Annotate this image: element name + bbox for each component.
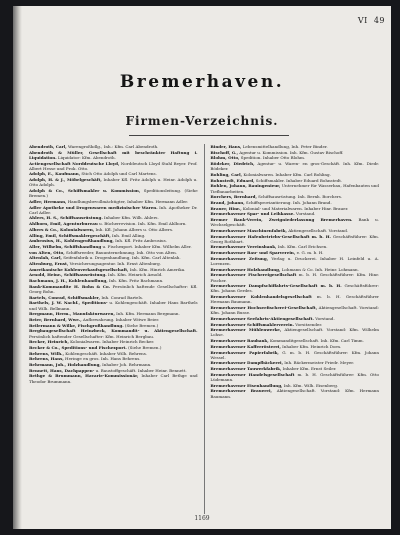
directory-entry: [210, 150, 379, 155]
entry-firm-name: Ambrosius, H., Kohlengroßhandlung,: [29, 238, 114, 244]
directory-entry: [29, 373, 198, 383]
entry-details: Vorsitzender.: [294, 321, 323, 327]
directory-page: [13, 6, 391, 529]
entry-details: m. b. H. Geschäftsführer: Kfm. Hinr. Fischer.: [210, 272, 379, 283]
directory-entry: [210, 272, 379, 282]
entry-firm-name: Bremerhavener Fischereigesellschaft: [210, 272, 297, 278]
entry-details: Inh. Bäckermeister Friedr. Meyer.: [283, 360, 355, 366]
entry-firm-name: Becker & Co., Speditions- und Fischexport.: [29, 344, 127, 350]
entry-firm-name: Becker, Heinrich,: [29, 339, 69, 345]
directory-entry: [210, 194, 379, 199]
entry-details: Inhaber Kfl. Fritz Adolph u. Heinr. Adolph u. Otto Adolph.: [29, 177, 198, 188]
directory-entry: [210, 366, 379, 371]
entry-firm-name: Bremerhavener Zeitung,: [210, 255, 269, 261]
directory-entry: [210, 228, 379, 233]
directory-columns: [29, 144, 379, 514]
entry-details: Inh. Emil Alling.: [110, 232, 146, 238]
entry-details: Schiffsmakler. Inhaber Eduard Bohnstedt.: [254, 177, 343, 183]
entry-firm-name: Bergmann, Herm., Manufakturwaren,: [29, 311, 115, 317]
entry-details: Inhaber Kfm. Ernst Seiler.: [281, 366, 337, 372]
entry-firm-name: Bremerhavener Mühlenwerke,: [210, 327, 282, 333]
directory-entry: [29, 144, 198, 149]
entry-details: (Siehe Bremen.): [126, 344, 162, 350]
entry-firm-name: Bachmann, J. H., Kohlenhandlung,: [29, 278, 108, 284]
directory-entry: [210, 344, 379, 349]
entry-firm-name: Bremerhavener Kohlenhandelsgesellschaft: [210, 294, 312, 300]
directory-entry: [210, 155, 379, 160]
entry-firm-name: Bremerhavener Baubank,: [210, 338, 269, 344]
entry-details: e. G. m. b. H.: [295, 250, 324, 256]
page-number: 49: [373, 16, 385, 25]
directory-entry: [29, 215, 198, 220]
directory-entry: [210, 283, 379, 293]
entry-details: Inhaber Joh. Behrmann.: [100, 362, 152, 368]
directory-entry: [210, 316, 379, 321]
entry-details: Inhaber Carl Bethge und Theodor Brummann.: [29, 373, 198, 384]
entry-firm-name: Brand, Johann,: [210, 199, 245, 205]
entry-details: Inh. Kfm. Wilh. Eisenberg.: [282, 382, 339, 388]
directory-entry: [29, 328, 198, 338]
entry-details: Inh. Kfm. Carl Erichsen.: [276, 244, 328, 250]
entry-firm-name: Abendroth & Müller, Gesellschaft mit beschränkter Haftung i. Liquidation.: [29, 149, 198, 160]
entry-firm-name: Ahlers, H. S., Schiffsausrüstung.: [29, 215, 103, 221]
entry-firm-name: Altenburg, Ernst,: [29, 261, 69, 267]
entry-details: Inh. Kfl. Johann Albers u. Otto Albers.: [94, 226, 174, 232]
entry-details: Norddeutsch Lloyd Stahl Beyer. Prof. Albert Hesse und Prok. Otto.: [29, 160, 198, 171]
directory-entry: [29, 356, 198, 361]
directory-entry: [210, 327, 379, 337]
entry-firm-name: Bremerhavener Vereinsbank,: [210, 244, 277, 250]
column-marker: VI: [357, 16, 368, 25]
entry-details: Aktiengesellschaft. Vorstand: Kfm. Hermann Baumann.: [210, 388, 379, 399]
entry-details: Aktiengesellschaft. Vorstand: Kfm. Johann Busse.: [210, 305, 379, 316]
directory-entry: [210, 178, 379, 183]
entry-details: Lebensmittelhandlung, Inh. Peter Binder.: [241, 144, 328, 149]
entry-firm-name: Beilermann & Wilke, Fischgroßhandlung.: [29, 322, 124, 328]
entry-details: Inh. Apotheker Dr. Carl Adler.: [29, 204, 198, 215]
entry-firm-name: Bohling, Carl,: [210, 171, 243, 177]
entry-firm-name: Bremerhavener Seefahrts-Aktiengesellschaft.: [210, 315, 314, 321]
entry-details: Inh. Kfm. Hermann Bergmann.: [114, 311, 180, 317]
directory-entry: [29, 261, 198, 266]
entry-details: Kommanditgesellschaft. Inh. Kfm. Carl Timm.: [268, 338, 364, 344]
entry-details: Liquidator: Kfm. Abendroth.: [56, 154, 116, 160]
entry-firm-name: Bremerhavener Bau- und Sparverein,: [210, 250, 296, 256]
directory-entry: [29, 317, 198, 322]
directory-entry: [29, 351, 198, 356]
entry-firm-name: Bremerhavener Eisenhandlung,: [210, 382, 283, 388]
entry-details: Kohlengeschäft. Inhaber Wilh. Behrens.: [64, 350, 148, 356]
entry-firm-name: Bremerhavener Spar- und Leihkasse.: [210, 211, 295, 217]
entry-details: G. m. b. H. Geschäftsführer: Kfm. Johann Wessel.: [210, 349, 379, 360]
directory-entry: [29, 300, 198, 310]
page-header: [333, 16, 385, 25]
directory-entry: [29, 255, 198, 260]
directory-entry: [210, 161, 379, 171]
entry-firm-name: Bohlen, Johann, Bauingenieur,: [210, 183, 281, 189]
entry-firm-name: Adolph & Co., Schiffsmakler u. Kommission,: [29, 187, 141, 193]
directory-entry: [210, 144, 379, 149]
entry-details: Vorstand.: [294, 211, 316, 217]
directory-entry: [29, 199, 198, 204]
entry-details: Schiffsproviantierung. Inh. Johann Brand.: [244, 199, 332, 205]
entry-details: (Siehe Bremen.): [123, 322, 159, 328]
entry-firm-name: Bremerhavener Handelsgesellschaft: [210, 371, 295, 377]
directory-entry: [29, 267, 198, 272]
directory-entry: [210, 217, 379, 227]
directory-entry: [210, 305, 379, 315]
directory-entry: [210, 372, 379, 382]
directory-entry: [29, 221, 198, 226]
entry-details: Aktiengesellschaft. Vorstand.: [286, 227, 349, 233]
entry-firm-name: Beier, Bernhard, Wwe.,: [29, 316, 82, 322]
entry-details: Kolonialwaren. Inhaber Kfm. Carl Bohling.: [242, 171, 331, 177]
entry-details: Inh. Conrad Bartels.: [100, 294, 144, 300]
directory-entry: [29, 345, 198, 350]
directory-entry: [29, 323, 198, 328]
entry-firm-name: Actiengesellschaft Norddeutsche Lloyd,: [29, 160, 120, 166]
section-title: Firmen-Verzeichnis.: [125, 114, 279, 128]
entry-details: Kolonial- und Materialwaren. Inhaber Hinr. Brauer.: [241, 205, 349, 211]
directory-entry: [29, 278, 198, 283]
directory-entry: [210, 206, 379, 211]
directory-entry: [29, 244, 198, 249]
entry-firm-name: Behrens, Wilh.,: [29, 350, 64, 356]
directory-entry: [29, 272, 198, 277]
entry-details: Warengroßhdlg., Inh.: Kfm. Carl Abendroth.: [66, 144, 159, 149]
entry-details: Inh. Kfm. Heinrich Arnold.: [106, 272, 163, 278]
directory-entry: [29, 284, 198, 294]
entry-firm-name: Altenlah, Carl,: [29, 255, 62, 261]
column-divider: [204, 144, 205, 514]
entry-details: Inh. Kfl. Fritz Ambrosius.: [113, 238, 167, 244]
entry-details: Heringe en gros. Inh. Hans Behrens.: [63, 356, 141, 362]
directory-entry: [210, 383, 379, 388]
entry-details: Seifenfabrik u. Drogenhandlung, Inh. Kfm. Carl Altenlah.: [61, 255, 181, 261]
entry-details: Aufbewahrung. Inhaber Witwe Beier.: [81, 316, 160, 322]
entry-details: Persönlich haftender Gesellschafter: Kfm. Heinrich Bergbau.: [29, 333, 155, 339]
entry-firm-name: Bremerhavener Papierfabrik,: [210, 349, 279, 355]
entry-firm-name: Bremerhavener Hochseefischerei-Gesellschaft,: [210, 305, 318, 311]
directory-entry: [29, 339, 198, 344]
entry-firm-name: Adler, Hermann,: [29, 198, 67, 204]
entry-details: Stich Otto Adolph und Carl Martens.: [80, 171, 157, 177]
entry-firm-name: Aller, Wilhelm, Schiffshandlung: [29, 243, 102, 249]
directory-entry: [210, 172, 379, 177]
entry-firm-name: Albers & Co., Kolonialwaren,: [29, 226, 95, 232]
entry-firm-name: Bremerhavener Dampfbäckerei,: [210, 360, 283, 366]
entry-firm-name: Brauer, Hinr.,: [210, 205, 242, 211]
entry-details: u. Kohlengeschäft. Inhaber Hans Barthels und Wilh. Bellmann.: [29, 300, 198, 311]
directory-entry: [210, 200, 379, 205]
directory-entry: [210, 322, 379, 327]
entry-firm-name: Behrens, Hans,: [29, 356, 64, 362]
entry-details: Kolonialwaren. Inhaber Heinrich Becker.: [68, 339, 155, 345]
entry-details: Bank u. Wechselgeschäft.: [210, 217, 379, 228]
entry-details: Inhaber Kfm. Heinrich Dorn.: [280, 343, 342, 349]
entry-details: m. b. H. Geschäftsführer: Kfm. Otto Lüdemann.: [210, 371, 379, 382]
entry-details: Verlag u. Druckerei. Inhaber H. Leinfeld u. A. Lorenzen.: [210, 255, 379, 267]
entry-firm-name: Bremerhavener Tauwerkfabrik,: [210, 366, 282, 372]
directory-entry: [29, 295, 198, 300]
entry-details: Geschäftsführer: Kfm. Johann Gerdes.: [210, 283, 379, 294]
entry-firm-name: Behrmann, Joh., Holzhandlung,: [29, 362, 101, 368]
directory-entry: [210, 350, 379, 360]
entry-firm-name: Bremerhavener Holzhandlung,: [210, 266, 281, 272]
entry-firm-name: Adler Apotheke und Drogenwaren medizinischer Waren.: [29, 204, 158, 210]
directory-entry: [210, 244, 379, 249]
entry-details: u. Bücherrevision. Inh. Kfm. Emil Ahlborn.: [97, 221, 187, 227]
entry-firm-name: Bremerhavener Dampfschiffahrts-Gesellschaft m. b. H.: [210, 283, 342, 289]
directory-entry: [29, 150, 198, 160]
entry-firm-name: Bennett, Hans, Dachpappen-: [29, 367, 95, 373]
entry-firm-name: Bremerhavener Kaffeerösterei,: [210, 343, 281, 349]
entry-firm-name: Ahlborn, Emil, Agenturbureau: [29, 221, 98, 227]
entry-firm-name: Bank-Kommandite H. Bohn & Co.: [29, 283, 111, 289]
directory-entry: [210, 183, 379, 193]
entry-firm-name: Bödeker, Diedrich,: [210, 161, 255, 167]
entry-details: Agentur u. Kommission. Inh. Kfm. Gustav Bischoff.: [238, 149, 344, 155]
directory-entry: [29, 161, 198, 171]
entry-firm-name: Binder, Hans,: [210, 144, 242, 149]
directory-entry: [210, 211, 379, 216]
entry-firm-name: Abendroth, Carl,: [29, 144, 67, 149]
entry-details: Agentur- u. Waren- en gros-Geschäft. Inh. Kfm. Diedr. Bödeker.: [210, 161, 379, 172]
directory-entry: [29, 368, 198, 373]
entry-details: m. b. H. Geschäftsführer Hermann Baumann.: [210, 294, 379, 305]
directory-entry: [29, 233, 198, 238]
entry-details: Versicherungsagentur. Inh. Ernst Altenburg.: [68, 261, 161, 267]
entry-details: Vorstand.: [313, 315, 335, 321]
directory-entry: [210, 388, 379, 398]
directory-entry: [210, 234, 379, 244]
directory-entry: [210, 294, 379, 304]
entry-details: Unternehmer für Wasserbau, Hafenbauten und Tiefbauarbeiten.: [210, 183, 379, 194]
entry-firm-name: Bohnstedt, Eduard,: [210, 177, 255, 183]
left-column: [29, 144, 198, 514]
entry-firm-name: Amerikanische Kohlenverkaufsgesellschaft,: [29, 266, 129, 272]
entry-details: Lohmann & Co. Inh. Heinr. Lohmann.: [280, 266, 359, 272]
entry-firm-name: Borchers, Bernhard,: [210, 194, 257, 200]
directory-entry: [210, 267, 379, 272]
entry-details: u. Baustoffgeschäft. Inhaber Heinr. Bennett.: [94, 367, 187, 373]
entry-details: Inh. Kfm. Hinrich Amerika.: [128, 266, 186, 272]
entry-firm-name: Bischoff, G.,: [210, 149, 239, 155]
entry-firm-name: Adolph, H. & J., Möbelgeschäft,: [29, 177, 102, 183]
entry-firm-name: Blohm, Otto,: [210, 155, 240, 161]
entry-details: Geschäftsführer: Kfm. Georg Rothbart.: [210, 233, 379, 244]
entry-details: Handlungsbevollmächtigter, Inhaber Kfm. Hermann Adler.: [66, 198, 189, 204]
title-rule: [129, 135, 289, 136]
directory-entry: [210, 338, 379, 343]
directory-entry: [210, 256, 379, 266]
directory-entry: [29, 177, 198, 187]
directory-entry: [29, 250, 198, 255]
entry-details: Inhaber Kfm. Wilh. Ahlers.: [102, 215, 159, 221]
entry-firm-name: Barthels, J. W. Nachf., Speditions-: [29, 300, 108, 306]
entry-firm-name: Adolph, E., Kaufmann,: [29, 171, 81, 177]
entry-firm-name: Bremerhavener Schiffsmaklerverein.: [210, 321, 294, 327]
entry-details: Schiffsausrüstung. Inh. Bernh. Borchers.: [256, 194, 343, 200]
directory-entry: [210, 250, 379, 255]
entry-firm-name: Bethge & Brummann, Havarie-Kommissionär,: [29, 373, 139, 379]
page-title: Bremerhaven.: [119, 72, 285, 92]
directory-entry: [29, 311, 198, 316]
directory-entry: [29, 362, 198, 367]
entry-firm-name: von Alten, Otto,: [29, 249, 65, 255]
entry-firm-name: Bremerhavener Hafenbetriebs-Gesellschaft m. b. H.: [210, 233, 331, 239]
entry-firm-name: Bremer Bank-Verein, Zweigniederlassung Bremerhaven.: [210, 217, 353, 223]
entry-firm-name: Bremerhavener Brauerei,: [210, 388, 272, 394]
entry-firm-name: Bergbaugesellschaft Heinzbeck, Kommandit- u. Aktiengesellschaft.: [29, 328, 198, 334]
entry-details: Spedition. Inhaber Otto Blohm.: [239, 155, 306, 161]
entry-details: Speditionsleitung. (Siehe Bremen.): [29, 187, 198, 199]
entry-details: Inh. Kfm. Fritz Bachmann.: [107, 278, 164, 284]
directory-entry: [29, 227, 198, 232]
directory-entry: [29, 188, 198, 198]
directory-entry: [29, 171, 198, 176]
directory-entry: [29, 205, 198, 215]
entry-firm-name: Alling, Emil, Schiffsmaklergeschäft,: [29, 232, 111, 238]
entry-firm-name: Bartels, Conrad, Schiffsmakler,: [29, 294, 101, 300]
page-footer-number: 1169: [194, 515, 210, 522]
directory-entry: [29, 238, 198, 243]
entry-details: Persönlich haftende Gesellschafter: Kfl. Georg Bohn.: [29, 283, 198, 294]
entry-details: u. Fischexport. Inhaber Kfm. Wilhelm Aller.: [101, 243, 192, 249]
right-column: [210, 144, 379, 514]
entry-firm-name: Bremerhavener Maschinenfabrik,: [210, 227, 287, 233]
entry-details: Schiffsreeder, Bauunternehmung. Inh. Otto von Alten.: [64, 249, 178, 255]
entry-firm-name: Arnold, Heinr., Schiffsausrüstung.: [29, 272, 107, 278]
entry-details: Aktiengesellschaft. Vorstand: Kfm. Wilhelm Lohse.: [210, 327, 379, 338]
directory-entry: [210, 360, 379, 365]
